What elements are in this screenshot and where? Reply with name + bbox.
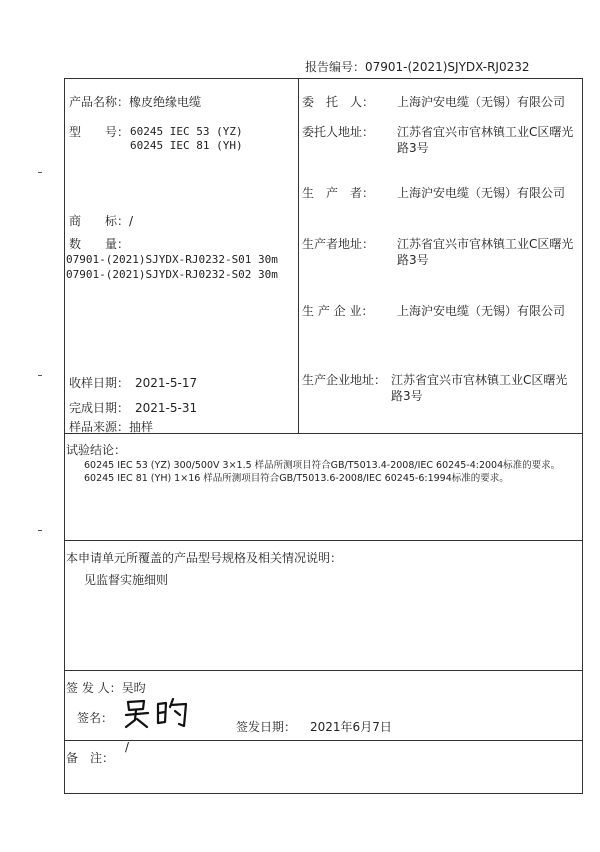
issue-date-field bbox=[236, 719, 392, 735]
completed-date-label: 完成日期： bbox=[69, 401, 130, 415]
received-date-label: 收样日期： bbox=[69, 376, 130, 390]
quantity-value-1: 07901-(2021)SJYDX-RJ0232-S01 30m bbox=[66, 253, 278, 266]
producer-value: 上海沪安电缆（无锡）有限公司 bbox=[397, 186, 566, 200]
quantity-value-2: 07901-(2021)SJYDX-RJ0232-S02 30m bbox=[66, 268, 278, 281]
margin-mark bbox=[38, 530, 42, 531]
row-divider-issue bbox=[64, 740, 583, 741]
completed-date-field bbox=[69, 400, 197, 416]
product-name-field bbox=[69, 94, 201, 110]
client-address-value: 江苏省宜兴市官林镇工业C区曙光路3号 bbox=[397, 125, 574, 155]
received-date-field bbox=[69, 375, 197, 391]
signature-label: 签名： bbox=[77, 711, 114, 725]
handwritten-signature bbox=[122, 696, 192, 734]
conclusion-line-2: 60245 IEC 81 (YH) 1×16 样品所测项目符合GB/T5013.6-2008/IEC 60245-6:1994标准的要求。 bbox=[84, 473, 509, 484]
scope-value: 见监督实施细则 bbox=[84, 573, 169, 587]
model-value-1: 60245 IEC 53 (YZ) bbox=[130, 125, 243, 138]
remarks-label: 备 注： bbox=[66, 751, 115, 765]
issuer-value: 吴昀 bbox=[121, 681, 146, 695]
sample-source-label: 样品来源： bbox=[69, 420, 130, 434]
trademark-label: 商 标： bbox=[69, 214, 130, 228]
factory-value: 上海沪安电缆（无锡）有限公司 bbox=[397, 304, 566, 318]
conclusion-label: 试验结论： bbox=[66, 443, 127, 457]
margin-mark bbox=[38, 172, 42, 173]
report-number: 报告编号：07901-(2021)SJYDX-RJ0232 bbox=[305, 60, 530, 74]
margin-mark bbox=[38, 375, 42, 376]
product-name-label: 产品名称： bbox=[69, 95, 130, 109]
factory-address-label: 生产企业地址： bbox=[302, 373, 387, 387]
trademark-field bbox=[69, 213, 133, 229]
model-value-2: 60245 IEC 81 (YH) bbox=[130, 139, 243, 152]
producer-address-value: 江苏省宜兴市官林镇工业C区曙光路3号 bbox=[397, 237, 574, 267]
completed-date-value: 2021-5-31 bbox=[135, 401, 198, 415]
client-value: 上海沪安电缆（无锡）有限公司 bbox=[397, 95, 566, 109]
issuer-label: 签 发 人： bbox=[66, 681, 122, 695]
client-label: 委 托 人： bbox=[302, 95, 375, 109]
sample-source-value: 抽样 bbox=[129, 420, 154, 434]
quantity-label: 数 量： bbox=[69, 237, 130, 251]
signature-drawing bbox=[122, 696, 192, 730]
column-divider bbox=[298, 78, 299, 433]
issuer-field bbox=[66, 680, 146, 696]
model-label: 型 号： bbox=[69, 125, 130, 139]
row-divider-scope bbox=[64, 670, 583, 671]
client-address-label: 委托人地址： bbox=[302, 125, 375, 139]
received-date-value: 2021-5-17 bbox=[135, 376, 198, 390]
issue-date-label: 签发日期： bbox=[236, 720, 297, 734]
product-name-value: 橡皮绝缘电缆 bbox=[129, 95, 202, 109]
remarks-value: / bbox=[125, 740, 130, 754]
trademark-value: / bbox=[129, 214, 134, 228]
sample-source-field bbox=[69, 419, 153, 435]
conclusion-line-1: 60245 IEC 53 (YZ) 300/500V 3×1.5 样品所测项目符合GB/T5013.4-2008/IEC 60245-4:2004标准的要求。 bbox=[84, 460, 561, 471]
row-divider-conclusion bbox=[64, 540, 583, 541]
producer-label: 生 产 者： bbox=[302, 186, 375, 200]
scope-label: 本申请单元所覆盖的产品型号规格及相关情况说明： bbox=[66, 551, 343, 565]
issue-date-value: 2021年6月7日 bbox=[310, 720, 392, 734]
factory-label: 生 产 企 业： bbox=[302, 304, 374, 318]
producer-address-label: 生产者地址： bbox=[302, 237, 375, 251]
factory-address-value: 江苏省宜兴市官林镇工业C区曙光路3号 bbox=[391, 373, 568, 403]
